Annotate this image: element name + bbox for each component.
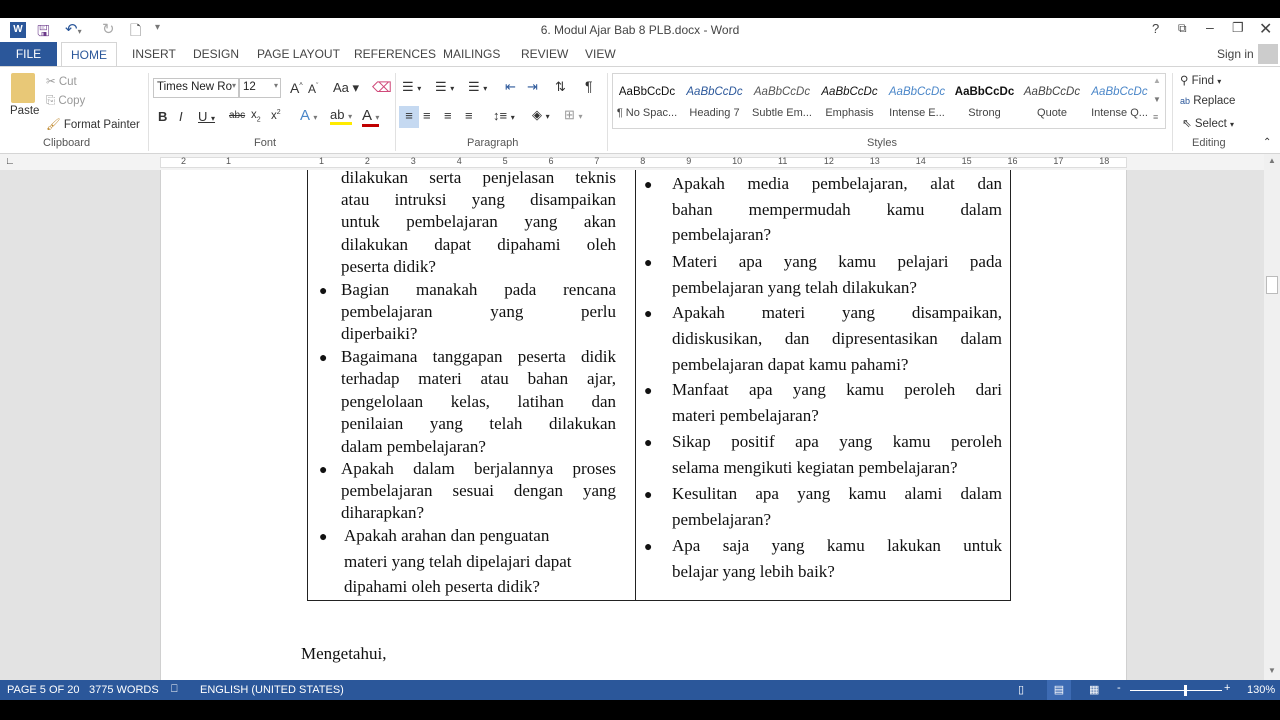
bullet-icon: ●: [319, 528, 328, 544]
ruler-number: 8: [640, 156, 646, 166]
left-cell-text-line: dilakukan serta penjelasan teknis: [341, 170, 616, 187]
format-painter-label: Format Painter: [63, 119, 140, 131]
ruler-number: 4: [456, 156, 462, 166]
tab-review[interactable]: REVIEW: [521, 47, 569, 61]
style-item[interactable]: [1019, 75, 1085, 127]
style-preview: AaBbCcDc: [954, 86, 1015, 98]
minimize-icon[interactable]: –: [1206, 19, 1214, 35]
help-icon[interactable]: ?: [1152, 21, 1160, 36]
bullet-icon: ●: [644, 486, 653, 502]
left-cell-text-line: dalam pembelajaran?: [341, 437, 486, 456]
signoff-text: Mengetahui,: [301, 644, 387, 663]
left-cell-text-line: atau intruksi yang disampaikan: [341, 190, 616, 209]
font-group-label: Font: [254, 137, 277, 149]
styles-scroll-up[interactable]: ▲: [1153, 76, 1161, 85]
sort-icon[interactable]: ⇅: [555, 79, 566, 94]
font-color-icon[interactable]: A ▾: [362, 107, 379, 127]
bullet-icon: ●: [644, 538, 653, 554]
italic-button[interactable]: I: [179, 109, 183, 124]
style-name: Intense E...: [889, 107, 945, 119]
style-name: Emphasis: [825, 107, 874, 119]
right-cell-text-line: selama mengikuti kegiatan pembelajaran?: [672, 458, 958, 477]
align-center-button[interactable]: ≡: [423, 108, 431, 123]
find-button[interactable]: ⚲ Find ▾: [1180, 75, 1222, 87]
proofing-icon[interactable]: ⎕: [171, 683, 178, 695]
restore-icon[interactable]: ❐: [1232, 20, 1244, 35]
find-label: Find: [1191, 75, 1215, 87]
left-cell-text-line: dilakukan dapat dipahami oleh: [341, 235, 616, 254]
subscript-button[interactable]: $x_2$: [251, 109, 261, 124]
bold-button[interactable]: B: [158, 109, 168, 124]
highlight-icon[interactable]: ab ▾: [330, 107, 352, 125]
right-cell-text-line: materi pembelajaran?: [672, 406, 819, 425]
paste-button[interactable]: Paste: [10, 105, 40, 117]
zoom-out-button[interactable]: -: [1117, 682, 1121, 694]
style-name: Quote: [1037, 107, 1067, 119]
right-cell-text-line: Apakah materi yang disampaikan,: [672, 303, 1002, 322]
collapse-ribbon-icon[interactable]: ⌃: [1263, 137, 1272, 148]
copy-label: Copy: [58, 95, 86, 107]
style-item[interactable]: [749, 75, 815, 127]
avatar[interactable]: [1258, 44, 1278, 64]
word-logo-icon: W: [10, 22, 26, 38]
bullet-icon: ●: [644, 382, 653, 398]
paste-icon: [11, 73, 35, 103]
print-preview-icon[interactable]: 🗋: [130, 22, 142, 38]
brush-icon: 🖌: [46, 119, 61, 131]
numbering-icon[interactable]: ☰ ▾: [435, 79, 455, 94]
style-item[interactable]: [682, 75, 748, 127]
decrease-indent-icon[interactable]: ⇤: [505, 79, 516, 94]
tab-design[interactable]: DESIGN: [193, 47, 240, 61]
copy-button[interactable]: ⎘ Copy: [46, 95, 86, 107]
line-spacing-icon[interactable]: ↕≡ ▾: [493, 108, 515, 123]
cursor-icon: ⇖: [1182, 118, 1192, 130]
tab-selector[interactable]: ∟: [5, 156, 15, 167]
ruler-number: 2: [181, 156, 187, 166]
align-left-button[interactable]: ≡: [399, 106, 419, 128]
language[interactable]: ENGLISH (UNITED STATES): [200, 684, 344, 696]
ribbon-tabs: [0, 42, 1280, 66]
left-cell-text-line: pengelolaan kelas, latihan dan: [341, 392, 616, 411]
underline-button[interactable]: U ▾: [198, 109, 216, 124]
select-label: Select: [1194, 118, 1227, 130]
ruler-number: 1: [319, 156, 325, 166]
style-preview: AaBbCcDc: [1091, 86, 1148, 98]
font-size-value: 12: [243, 81, 256, 93]
tab-page-layout[interactable]: PAGE LAYOUT: [257, 47, 340, 61]
clipboard-group-label: Clipboard: [43, 137, 91, 149]
ruler-number: 16: [1007, 156, 1018, 166]
ribbon: [0, 66, 1280, 154]
ruler-number: 12: [823, 156, 834, 166]
bullets-icon[interactable]: ☰ ▾: [402, 79, 422, 94]
left-cell-text-line: untuk pembelajaran yang akan: [341, 212, 616, 231]
ruler-number: 9: [686, 156, 692, 166]
word-count[interactable]: 3775 WORDS: [89, 684, 159, 696]
left-cell-text-line: penilaian yang telah dilakukan: [341, 414, 616, 433]
ruler-number: 7: [594, 156, 600, 166]
right-cell-text-line: pembelajaran dapat kamu pahami?: [672, 355, 909, 374]
save-icon[interactable]: 🖫: [37, 23, 50, 40]
replace-icon: ab: [1180, 96, 1191, 106]
styles-group-label: Styles: [867, 137, 897, 149]
style-preview: AaBbCcDc: [753, 86, 811, 98]
replace-button[interactable]: [1180, 95, 1235, 107]
style-item[interactable]: [817, 75, 883, 127]
customize-toolbar-icon[interactable]: ▾: [155, 22, 161, 33]
style-preview: AaBbCcDc: [618, 86, 676, 98]
ruler-number: 5: [502, 156, 508, 166]
font-name-value: Times New Ro: [157, 81, 232, 93]
change-case-icon[interactable]: Aa ▾: [333, 80, 360, 95]
bullet-icon: ●: [319, 461, 328, 477]
right-cell-text-line: Apakah media pembelajaran, alat dan: [672, 174, 1002, 193]
left-cell-text-line: Bagaimana tanggapan peserta didik: [341, 347, 616, 366]
ribbon-display-icon[interactable]: ⧉: [1178, 21, 1187, 35]
ruler-number: 15: [961, 156, 972, 166]
style-name: Heading 7: [689, 107, 740, 119]
close-icon[interactable]: ✕: [1259, 21, 1273, 38]
title-bar: [0, 18, 1280, 42]
ruler-number: 18: [1099, 156, 1110, 166]
web-layout-icon[interactable]: ▦: [1089, 684, 1100, 696]
style-preview: AaBbCcDc: [821, 86, 878, 98]
show-formatting-icon[interactable]: ¶: [585, 78, 593, 94]
read-mode-icon[interactable]: ▯: [1018, 684, 1025, 696]
shrink-font-icon[interactable]: $A^ˇ$: [308, 82, 319, 96]
style-name: ¶ No Spac...: [616, 107, 678, 119]
left-cell-text-line: materi yang telah dipelajari dapat: [344, 552, 572, 571]
tab-insert[interactable]: INSERT: [132, 47, 176, 61]
zoom-slider[interactable]: [1130, 690, 1222, 691]
right-cell-text-line: Kesulitan apa yang kamu alami dalam: [672, 484, 1002, 503]
status-bar: [0, 680, 1280, 700]
style-item[interactable]: [884, 75, 950, 127]
paragraph-group-label: Paragraph: [467, 137, 519, 149]
style-name: Strong: [968, 107, 1001, 119]
bullet-icon: ●: [644, 254, 653, 270]
ruler-number: 2: [364, 156, 370, 166]
bullet-icon: ●: [319, 282, 328, 298]
ruler-number: 13: [869, 156, 880, 166]
left-cell-text-line: Apakah dalam berjalannya proses: [341, 459, 616, 478]
right-cell-text-line: pembelajaran?: [672, 510, 772, 529]
shading-icon[interactable]: ◈ ▾: [532, 107, 550, 122]
scrollbar-thumb[interactable]: [1266, 276, 1278, 294]
cut-button[interactable]: ✂ Cut: [46, 76, 77, 88]
style-item[interactable]: [614, 75, 680, 127]
left-cell-text-line: peserta didik?: [341, 257, 436, 276]
format-painter-button[interactable]: [46, 117, 140, 131]
right-cell-text-line: Materi apa yang kamu pelajari pada: [672, 252, 1002, 271]
cut-label: Cut: [58, 76, 77, 88]
tab-references[interactable]: REFERENCES: [354, 47, 437, 61]
styles-more[interactable]: ≡: [1153, 112, 1159, 122]
ruler-number: 3: [410, 156, 416, 166]
vertical-scrollbar[interactable]: ▲ ▼: [1264, 154, 1280, 680]
right-cell-text-line: Manfaat apa yang kamu peroleh dari: [672, 380, 1002, 399]
tab-mailings[interactable]: MAILINGS: [443, 47, 501, 61]
bullet-icon: ●: [644, 305, 653, 321]
left-cell-text-line: diharapkan?: [341, 503, 425, 522]
left-cell-text-line: pembelajaran yang perlu: [341, 302, 616, 321]
ruler-number: 14: [915, 156, 926, 166]
superscript-button[interactable]: $x^2$: [271, 109, 281, 122]
font-name-select[interactable]: Times New Ro ▾: [153, 78, 239, 98]
left-cell-text-line: pembelajaran sesuai dengan yang: [341, 481, 616, 500]
left-cell-text-line: terhadap materi atau bahan ajar,: [341, 369, 616, 388]
right-cell-text-line: belajar yang lebih baik?: [672, 562, 835, 581]
zoom-level[interactable]: 130%: [1247, 684, 1276, 696]
style-preview: AaBbCcDc: [1023, 86, 1081, 98]
style-item[interactable]: [952, 75, 1018, 127]
style-name: Subtle Em...: [752, 107, 812, 119]
bullet-icon: ●: [319, 349, 328, 365]
style-item[interactable]: [1087, 75, 1153, 127]
ruler-number: 11: [778, 156, 788, 166]
undo-icon[interactable]: ↶▾: [65, 21, 82, 38]
left-cell-text-line: dipahami oleh peserta didik?: [344, 577, 540, 596]
right-cell-text-line: didiskusikan, dan dipresentasikan dalam: [672, 329, 1002, 348]
tab-file[interactable]: FILE: [0, 42, 57, 66]
left-cell-text-line: Apakah arahan dan penguatan: [344, 526, 550, 545]
multilevel-list-icon[interactable]: ☰ ▾: [468, 79, 488, 94]
clear-formatting-icon[interactable]: ⌫: [372, 79, 392, 95]
editing-group-label: Editing: [1192, 137, 1226, 149]
grow-font-icon[interactable]: A^: [290, 80, 303, 96]
borders-icon[interactable]: ⊞ ▾: [564, 107, 583, 122]
left-cell-text-line: Bagian manakah pada rencana: [341, 280, 616, 299]
zoom-in-button[interactable]: +: [1224, 682, 1231, 694]
right-cell-text-line: pembelajaran?: [672, 225, 772, 244]
right-cell-text-line: bahan mempermudah kamu dalam: [672, 200, 1002, 219]
window-title: 6. Modul Ajar Bab 8 PLB.docx - Word: [540, 23, 740, 37]
redo-icon[interactable]: ↻: [102, 21, 115, 38]
style-preview: AaBbCcDc: [888, 86, 946, 98]
tab-view[interactable]: VIEW: [585, 47, 616, 61]
style-preview: AaBbCcDc: [686, 86, 743, 98]
text-effects-icon[interactable]: A ▾: [300, 107, 318, 124]
ruler-number: 6: [548, 156, 554, 166]
style-name: Intense Q...: [1091, 107, 1148, 119]
bullet-icon: ●: [644, 176, 653, 192]
right-cell-text-line: Sikap positif apa yang kamu peroleh: [672, 432, 1002, 451]
bullet-icon: ●: [644, 434, 653, 450]
select-button[interactable]: ⇖ Select ▾: [1182, 118, 1235, 130]
print-layout-icon[interactable]: ▤: [1047, 680, 1071, 700]
ruler-number: 10: [732, 156, 743, 166]
ruler-number: 1: [226, 156, 232, 166]
sign-in-link[interactable]: Sign in: [1217, 47, 1254, 61]
document-page[interactable]: [160, 170, 1127, 680]
horizontal-ruler[interactable]: [0, 154, 1280, 170]
page-count[interactable]: PAGE 5 OF 20: [7, 684, 80, 696]
binoculars-icon: ⚲: [1180, 75, 1189, 87]
ruler-number: 17: [1053, 156, 1064, 166]
align-right-button[interactable]: ≡: [444, 108, 452, 123]
document-area[interactable]: [0, 170, 1264, 680]
right-cell-text-line: Apa saja yang kamu lakukan untuk: [672, 536, 1002, 555]
increase-indent-icon[interactable]: ⇥: [527, 79, 538, 94]
strikethrough-button[interactable]: abc: [229, 110, 246, 121]
replace-label: Replace: [1193, 95, 1236, 107]
table-column-divider: [635, 170, 636, 601]
left-cell-text-line: diperbaiki?: [341, 324, 418, 343]
font-size-select[interactable]: 12 ▾: [239, 78, 281, 98]
tab-home[interactable]: HOME: [61, 42, 117, 67]
styles-scroll-down[interactable]: ▼: [1153, 95, 1161, 104]
zoom-slider-thumb[interactable]: [1184, 685, 1187, 696]
justify-button[interactable]: ≡: [465, 108, 473, 123]
right-cell-text-line: pembelajaran yang telah dilakukan?: [672, 278, 917, 297]
